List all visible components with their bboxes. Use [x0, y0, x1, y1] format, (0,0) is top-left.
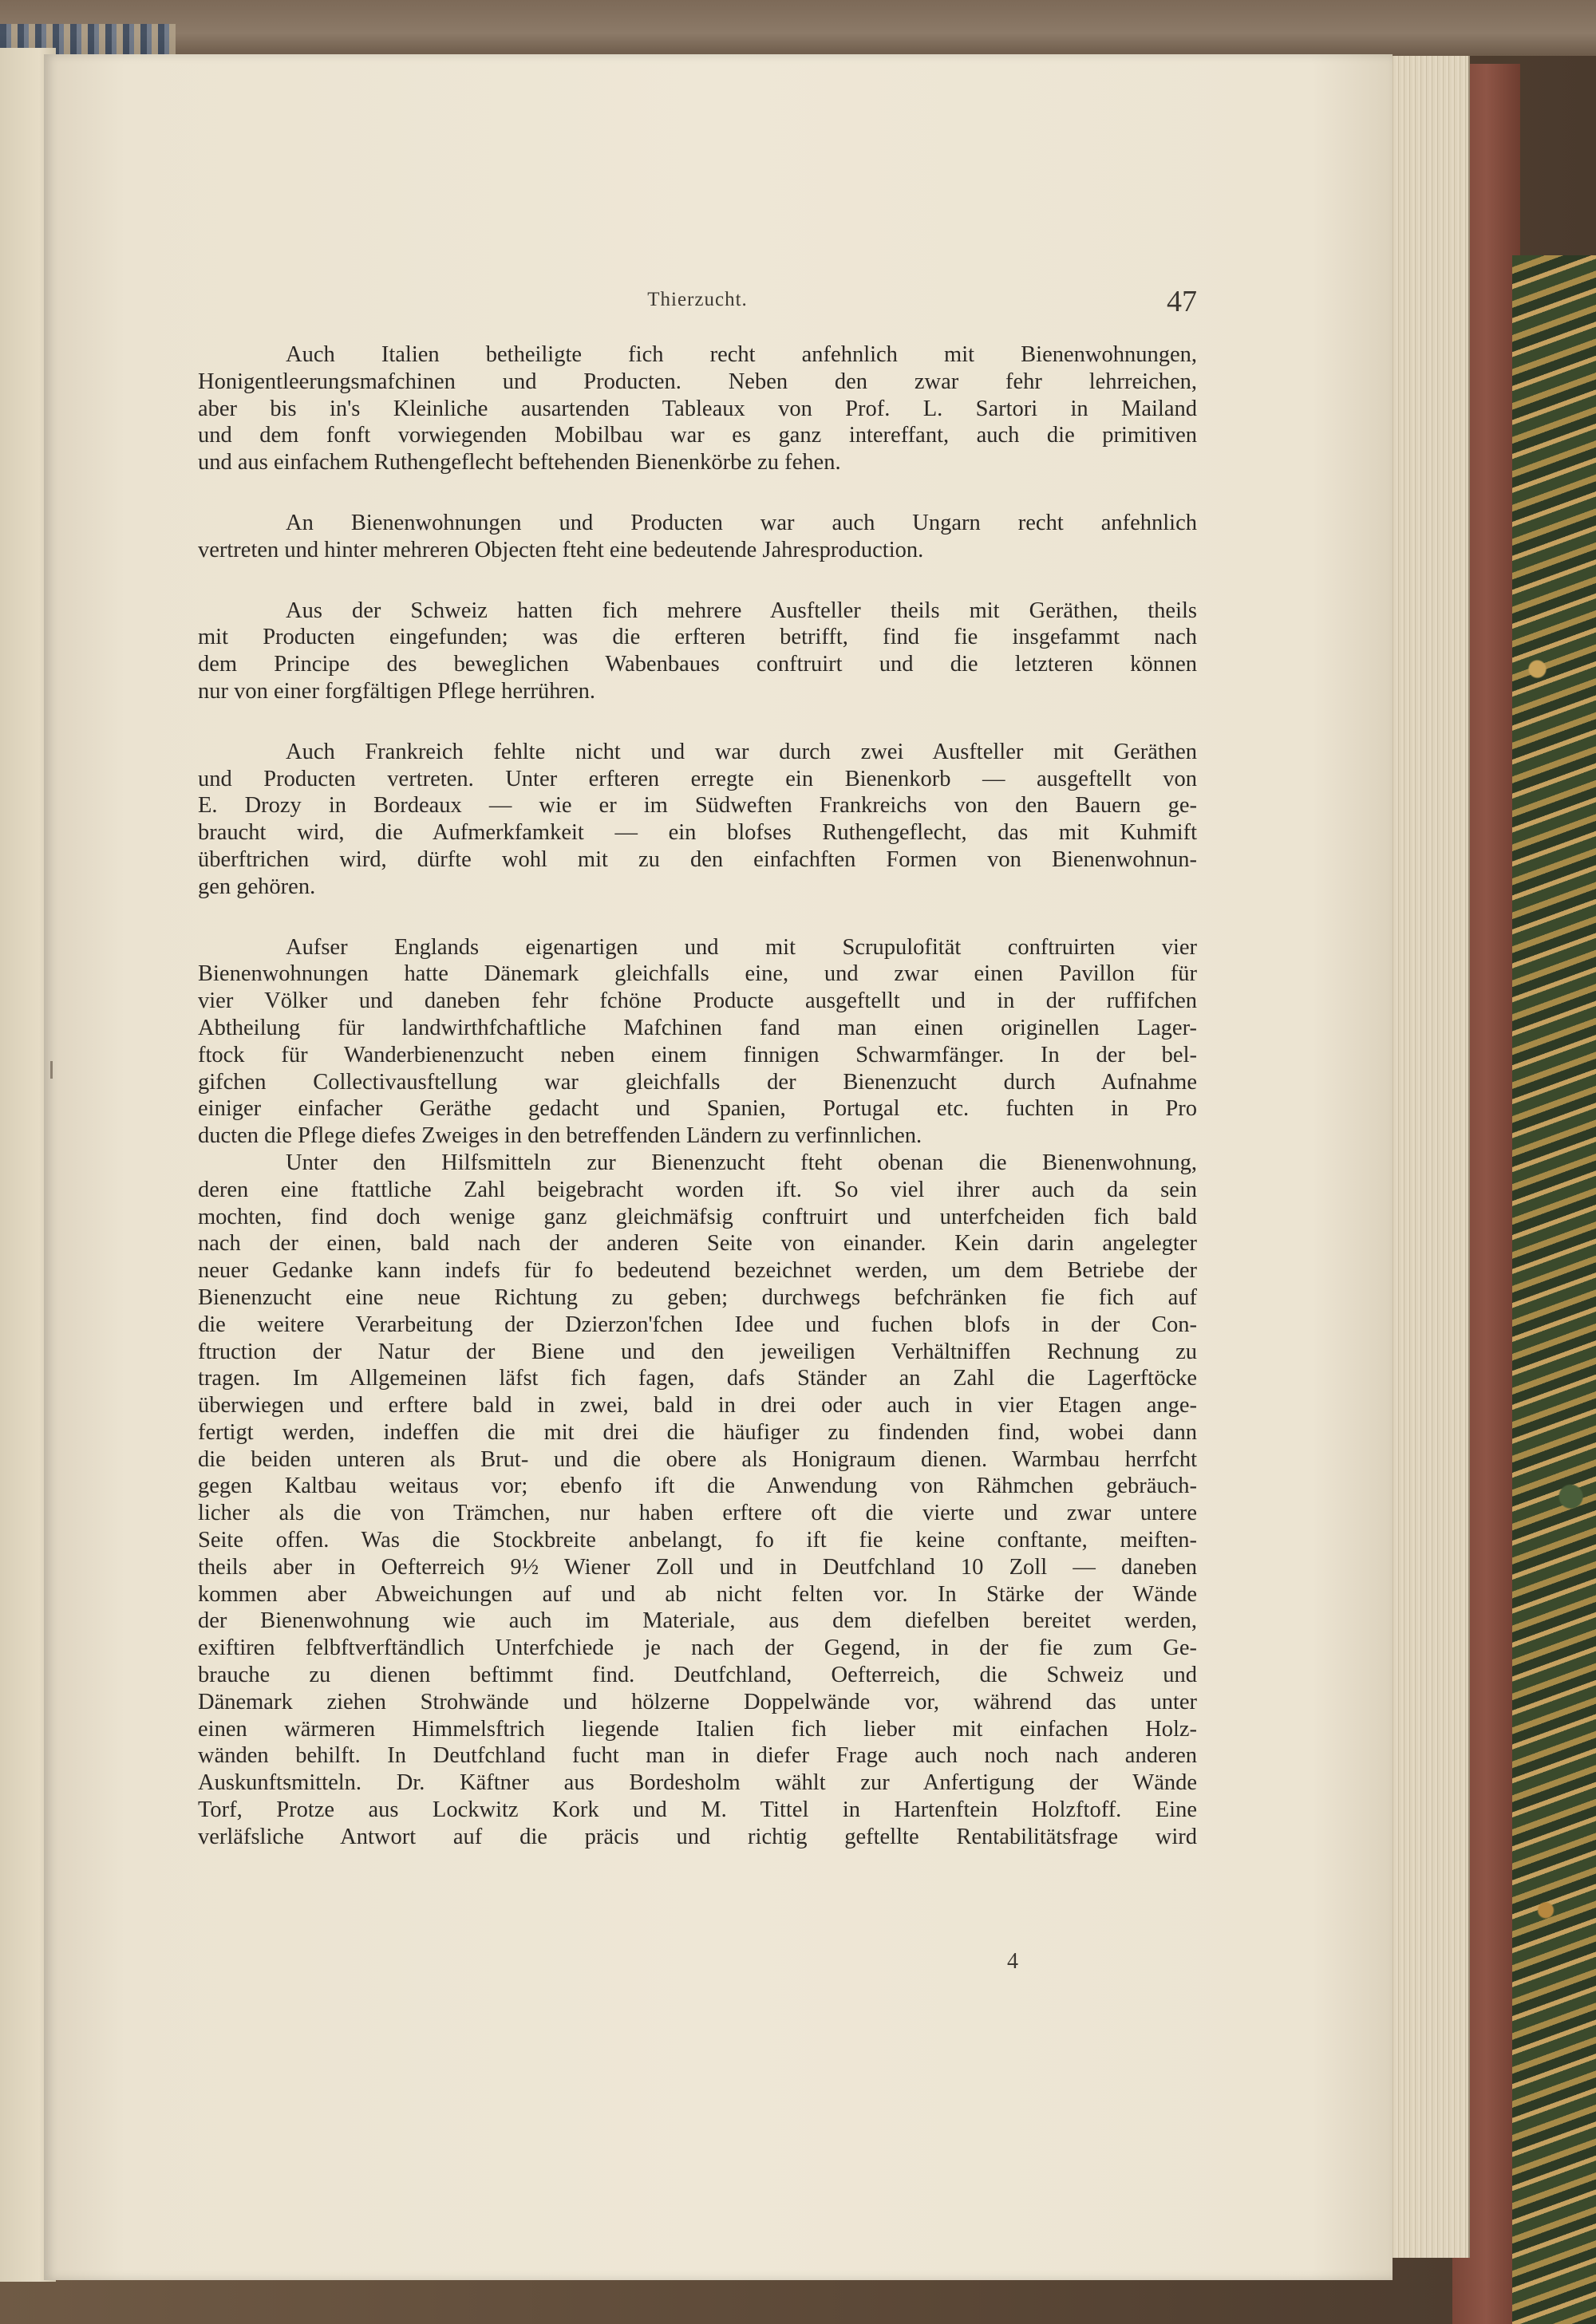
- text-line: gifchen Collectivausftellung war gleichfalls der Bienenzucht durch Aufnahme: [198, 1069, 1197, 1095]
- body-text: [198, 341, 1197, 1851]
- text-line: ftock für Wanderbienenzucht neben einem finnigen Schwarmfänger. In der bel-: [198, 1042, 1197, 1067]
- running-title: Thierzucht.: [647, 289, 748, 310]
- text-line: E. Drozy in Bordeaux — wie er im Südweften Frankreichs von den Bauern ge-: [198, 793, 1197, 819]
- text-line: wänden behilft. In Deutfchland fucht man in diefer Frage auch noch nach anderen: [198, 1743, 1197, 1769]
- text-line: Abtheilung für landwirthfchaftliche Mafchinen fand man einen originellen Lager-: [198, 1015, 1197, 1040]
- text-line: dem Principe des beweglichen Wabenbaues conftruirt und die letzteren können: [198, 652, 1197, 677]
- text-line: deren eine ftattliche Zahl beigebracht worden ift. So viel ihrer auch da sein: [198, 1177, 1197, 1202]
- text-line: die beiden unteren als Brut- und die obere als Honigraum dienen. Warmbau herrfcht: [198, 1446, 1197, 1472]
- paragraph-englands: [198, 934, 1197, 1150]
- text-line: braucht wird, die Aufmerkfamkeit — ein blofses Ruthengeflecht, das mit Kuhmift: [198, 820, 1197, 846]
- text-line: einen wärmeren Himmelsftrich liegende Italien fich lieber mit einfachen Holz-: [198, 1716, 1197, 1742]
- text-line: Dänemark ziehen Strohwände und hölzerne Doppelwände vor, während das unter: [198, 1689, 1197, 1714]
- text-line: ftruction der Natur der Biene und den jeweiligen Verhältniffen Rechnung zu: [198, 1339, 1197, 1364]
- text-line: licher als die von Trämchen, nur haben erftere oft die vierte und zwar untere: [198, 1501, 1197, 1526]
- page-stack-edge: [1385, 56, 1470, 2258]
- text-line: Honigentleerungsmafchinen und Producten. Neben den zwar fehr lehrreichen,: [198, 369, 1197, 394]
- text-line: Seite offen. Was die Stockbreite anbelangt, fo ift fie keine conftante, meiften-: [198, 1528, 1197, 1553]
- text-line: einiger einfacher Geräthe gedacht und Spanien, Portugal etc. fuchten in Pro: [198, 1096, 1197, 1122]
- text-line: aber bis in's Kleinliche ausartenden Tableaux von Prof. L. Sartori in Mailand: [198, 396, 1197, 421]
- text-line: nur von einer forgfältigen Pflege herrühren.: [198, 678, 596, 704]
- text-line: tragen. Im Allgemeinen läfst fich fagen, dafs Ständer an Zahl die Lagerftöcke: [198, 1366, 1197, 1391]
- text-line: mochten, find doch wenige ganz gleichmäfsig conftruirt und unterfcheiden fich bald: [198, 1204, 1197, 1229]
- signature-mark: 4: [1007, 1949, 1018, 1974]
- text-line: fertigt werden, indeffen die mit drei die häufiger zu findenden find, wobei dann: [198, 1419, 1197, 1445]
- text-line: nach der einen, bald nach der anderen Seite von einander. Kein darin angelegter: [198, 1231, 1197, 1257]
- paragraph-frankreich: [198, 739, 1197, 901]
- paragraph-schweiz: [198, 598, 1197, 705]
- text-line: exiftiren felbftverftändlich Unterfchiede je nach der Gegend, in der fie zum Ge-: [198, 1635, 1197, 1661]
- text-line: Aus der Schweiz hatten fich mehrere Ausfteller theils mit Geräthen, theils: [286, 598, 1197, 623]
- paragraph-ungarn: [198, 510, 1197, 564]
- text-line: vier Völker und daneben fehr fchöne Producte ausgeftellt und in der ruffifchen: [198, 988, 1197, 1014]
- text-line: der Bienenwohnung wie auch im Materiale, aus dem diefelben bereitet werden,: [198, 1608, 1197, 1634]
- text-line: und dem fonft vorwiegenden Mobilbau war es ganz intereffant, auch die primitiven: [198, 423, 1197, 448]
- text-line: Bienenwohnungen hatte Dänemark gleichfalls eine, und zwar einen Pavillon für: [198, 961, 1197, 987]
- text-line: Torf, Protze aus Lockwitz Kork und M. Tittel in Hartenftein Holzftoff. Eine: [198, 1797, 1197, 1823]
- text-line: vertreten und hinter mehreren Objecten fteht eine bedeutende Jahresproduction.: [198, 537, 924, 562]
- marbled-endpaper: [1512, 255, 1596, 2324]
- paragraph-hilfsmittel: [198, 1150, 1197, 1851]
- paragraph-italien: [198, 341, 1197, 476]
- text-line: An Bienenwohnungen und Producten war auch Ungarn recht anfehnlich: [286, 510, 1197, 535]
- text-line: Bienenzucht eine neue Richtung zu geben; durchwegs befchränken fie fich auf: [198, 1284, 1197, 1310]
- text-line: und aus einfachem Ruthengeflecht beftehenden Bienenkörbe zu fehen.: [198, 450, 841, 475]
- text-line: Aufser Englands eigenartigen und mit Scrupulofität conftruirten vier: [286, 934, 1197, 960]
- page-number: 47: [1167, 285, 1197, 318]
- text-line: Auskunftsmitteln. Dr. Käftner aus Bordesholm wählt zur Anfertigung der Wände: [198, 1770, 1197, 1796]
- text-line: Auch Italien betheiligte fich recht anfehnlich mit Bienenwohnungen,: [286, 342, 1197, 367]
- text-line: die weitere Verarbeitung der Dzierzon'fchen Idee und fuchen blofs in der Con-: [198, 1312, 1197, 1337]
- text-line: und Producten vertreten. Unter erfteren erregte ein Bienenkorb — ausgeftellt von: [198, 766, 1197, 791]
- text-line: gen gehören.: [198, 874, 316, 899]
- text-line: brauche zu dienen beftimmt find. Deutfchland, Oefterreich, die Schweiz und: [198, 1663, 1197, 1688]
- text-line: mit Producten eingefunden; was die erfteren betrifft, find fie insgefammt nach: [198, 625, 1197, 650]
- text-line: theils aber in Oefterreich 9½ Wiener Zoll und in Deutfchland 10 Zoll — daneben: [198, 1554, 1197, 1580]
- text-line: kommen aber Abweichungen auf und ab nicht felten vor. In Stärke der Wände: [198, 1581, 1197, 1607]
- text-line: Auch Frankreich fehlte nicht und war durch zwei Ausfteller mit Geräthen: [286, 739, 1197, 764]
- text-line: gegen Kaltbau weitaus vor; ebenfo ift die Anwendung von Rähmchen gebräuch-: [198, 1474, 1197, 1499]
- running-head: [198, 284, 1197, 332]
- text-line: neuer Gedanke kann indefs für fo bedeutend bezeichnet werden, um dem Betriebe der: [198, 1258, 1197, 1284]
- text-line: ducten die Pflege diefes Zweiges in den betreffenden Ländern zu verfinnlichen.: [198, 1123, 922, 1149]
- text-line: überwiegen und erftere bald in zwei, bald in drei oder auch in vier Etagen ange-: [198, 1393, 1197, 1418]
- text-line: verläfsliche Antwort auf die präcis und richtig geftellte Rentabilitätsfrage wird: [198, 1824, 1197, 1849]
- margin-mark: [50, 1061, 53, 1079]
- book-top-edge: [0, 0, 1596, 56]
- text-line: überftrichen wird, dürfte wohl mit zu den einfachften Formen von Bienenwohnun-: [198, 846, 1197, 872]
- text-line: Unter den Hilfsmitteln zur Bienenzucht fteht obenan die Bienenwohnung,: [286, 1150, 1197, 1175]
